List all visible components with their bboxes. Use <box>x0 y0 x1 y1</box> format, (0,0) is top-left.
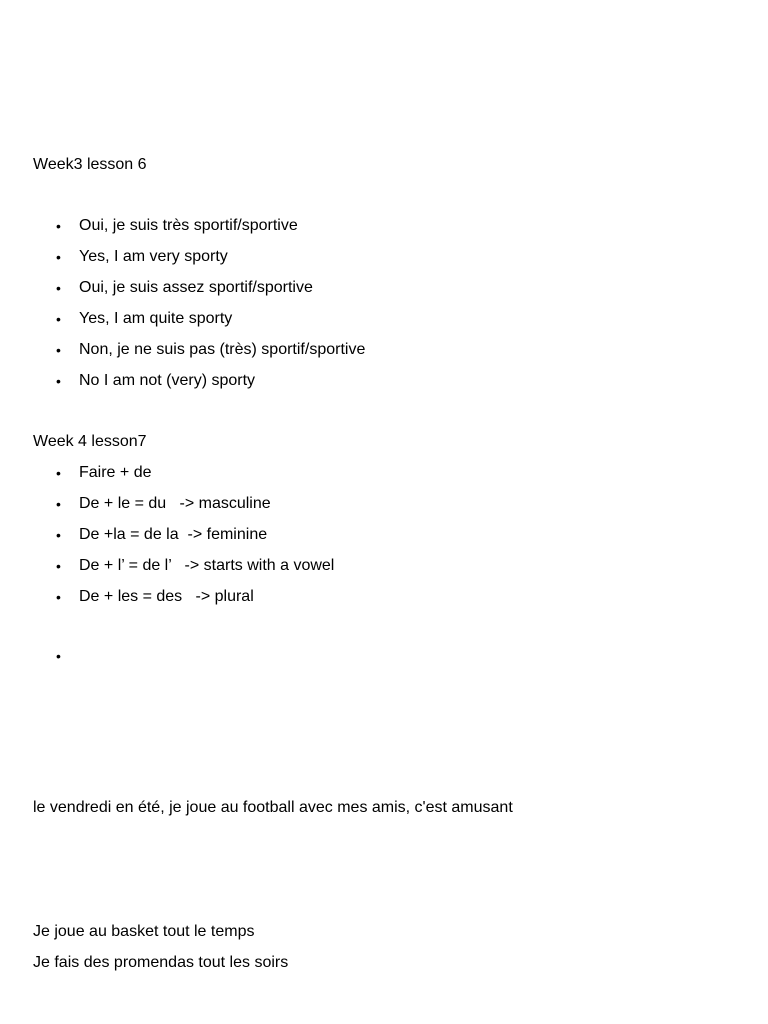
list-item-text: De + les = des -> plural <box>79 588 254 605</box>
bullet-icon: • <box>56 589 61 605</box>
bullet-icon: • <box>56 558 61 574</box>
list-item-text: Non, je ne suis pas (très) sportif/sportive <box>79 341 366 358</box>
bullet-icon: • <box>56 373 61 389</box>
bullet-icon: • <box>56 648 61 664</box>
list-item-text: Yes, I am quite sporty <box>79 310 233 327</box>
bullet-icon: • <box>56 311 61 327</box>
list-item-text: Oui, je suis très sportif/sportive <box>79 217 298 234</box>
bullet-icon: • <box>56 527 61 543</box>
bullet-icon: • <box>56 465 61 481</box>
list-item-text: De + le = du -> masculine <box>79 495 271 512</box>
list-item-text: Yes, I am very sporty <box>79 248 228 265</box>
section2-heading: Week 4 lesson7 <box>33 433 147 450</box>
list-item-text: Oui, je suis assez sportif/sportive <box>79 279 313 296</box>
section1-heading: Week3 lesson 6 <box>33 156 147 173</box>
sentence-promenades: Je fais des promendas tout les soirs <box>33 954 289 971</box>
bullet-icon: • <box>56 249 61 265</box>
bullet-icon: • <box>56 342 61 358</box>
list-item-text: De +la = de la -> feminine <box>79 526 268 543</box>
bullet-icon: • <box>56 496 61 512</box>
bullet-icon: • <box>56 280 61 296</box>
sentence-basket: Je joue au basket tout le temps <box>33 923 255 940</box>
bullet-icon: • <box>56 218 61 234</box>
list-item-text: Faire + de <box>79 464 152 481</box>
sentence-friday-football: le vendredi en été, je joue au football avec mes amis, c'est amusant <box>33 799 513 816</box>
list-item-text: De + l’ = de l’ -> starts with a vowel <box>79 557 335 574</box>
list-item-text: No I am not (very) sporty <box>79 372 256 389</box>
